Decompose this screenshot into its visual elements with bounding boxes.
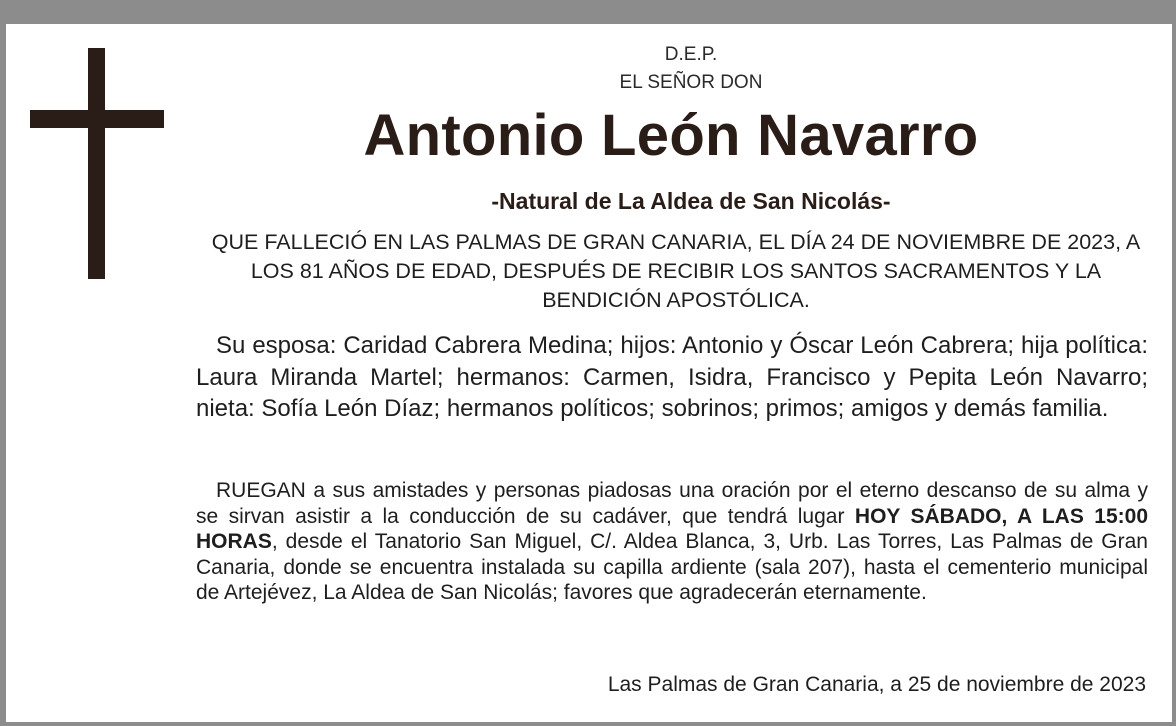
dateline: Las Palmas de Gran Canaria, a 25 de noviembre de 2023 <box>607 673 1146 696</box>
family-paragraph: Su esposa: Caridad Cabrera Medina; hijos: Antonio y Óscar León Cabrera; hija política: Laura Miranda Martel; hermanos: Carmen, Isidra, Francisco y Pepita León Navarro; nieta: Sofía León Díaz; hermanos políticos; sobrinos; primos; amigos y demás familia. <box>196 332 1148 422</box>
deceased-name: Antonio León Navarro <box>363 103 979 168</box>
obituary-notice <box>6 24 1172 722</box>
cross-vertical-bar <box>88 48 105 279</box>
ruegan-time-bold: HOY SÁBADO, A LAS 15:00 HORAS <box>196 504 1149 553</box>
ruegan-paragraph <box>196 478 1148 606</box>
cross-horizontal-bar <box>30 110 164 128</box>
honorific-label: EL SEÑOR DON <box>619 72 763 93</box>
ruegan-text-end: , desde el Tanatorio San Miguel, C/. Aldea Blanca, 3, Urb. Las Torres, Las Palmas de Gran Canaria, donde se encuentra instalada su capilla ardiente (sala 207), hasta el cementerio municipal de Artejévez, La Aldea de San Nicolás; favores que agradecerán eternamente. <box>196 530 1148 604</box>
ruegan-text-start: RUEGAN a sus amistades y personas piadosas una oración por el eterno descanso de su alma y se sirvan asistir a la conducción de su cadáver, que tendrá lugar <box>196 479 1148 528</box>
natural-origin: -Natural de La Aldea de San Nicolás- <box>491 188 891 214</box>
death-announcement: QUE FALLECIÓ EN LAS PALMAS DE GRAN CANARIA, EL DÍA 24 DE NOVIEMBRE DE 2023, A LOS 81 AÑOS DE EDAD, DESPUÉS DE RECIBIR LOS SANTOS SACRAMENTOS Y LA BENDICIÓN APOSTÓLICA. <box>211 230 1141 312</box>
dep-label: D.E.P. <box>664 44 718 65</box>
